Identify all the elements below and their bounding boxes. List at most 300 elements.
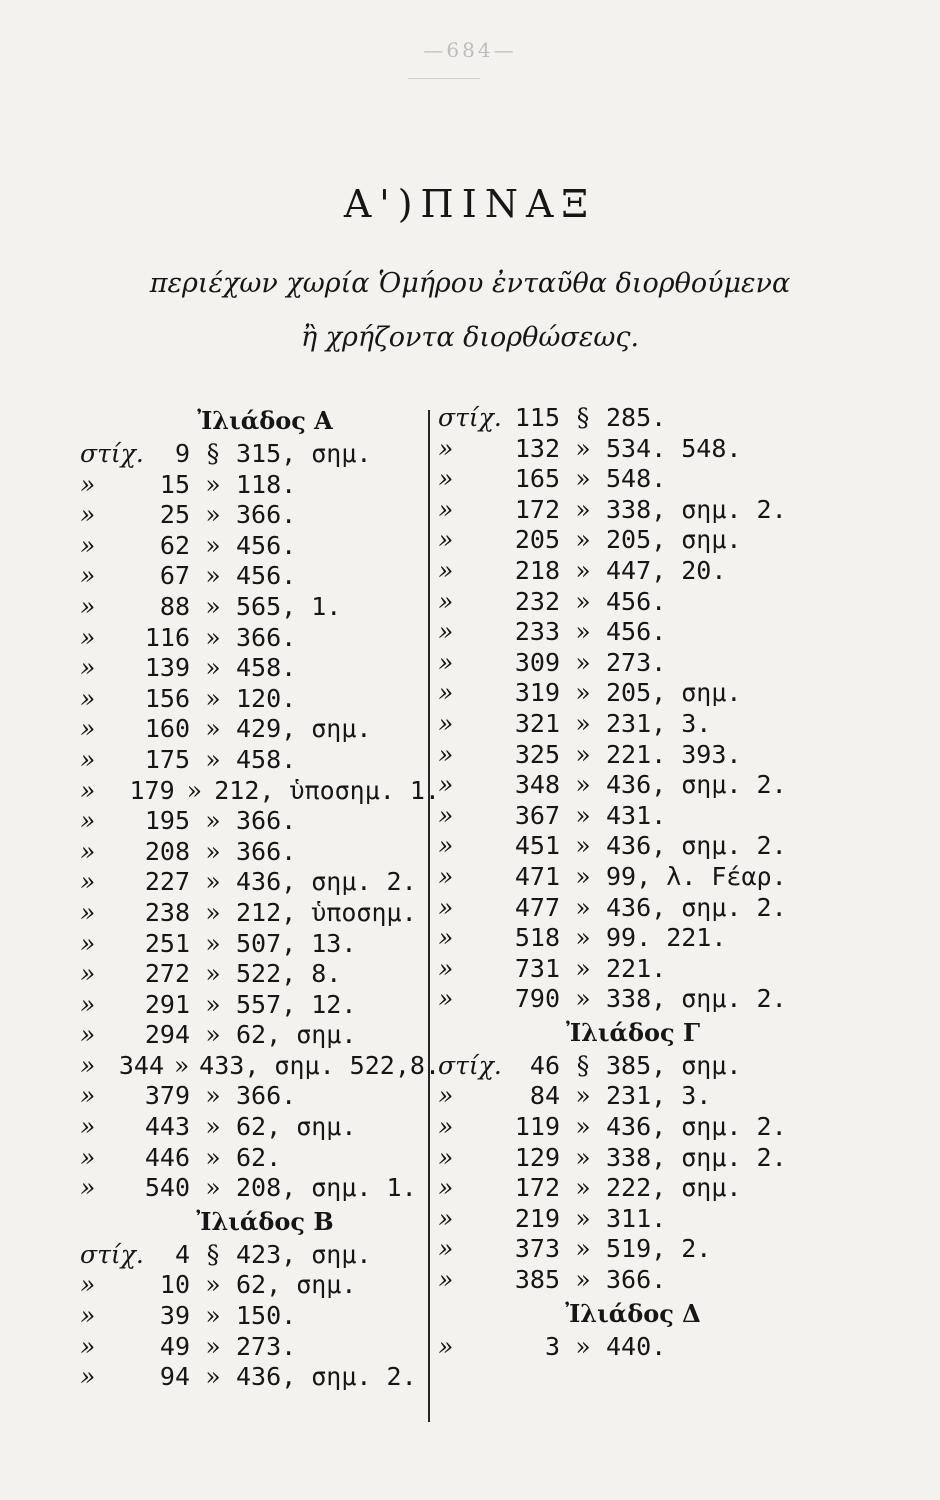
index-entry bbox=[80, 776, 440, 807]
verse-number: 238 bbox=[144, 897, 190, 927]
index-entry bbox=[80, 439, 440, 470]
page-reference: 458. bbox=[236, 744, 297, 774]
section-heading: Ἰλιάδος Γ bbox=[565, 1017, 701, 1047]
verse-number: 321 bbox=[514, 708, 560, 738]
entry-separator: » bbox=[575, 1331, 591, 1361]
page-reference: 62. bbox=[236, 1142, 282, 1172]
entry-separator: » bbox=[205, 1112, 221, 1142]
entry-separator: » bbox=[205, 469, 221, 499]
entry-separator: » bbox=[575, 770, 591, 800]
index-entry bbox=[80, 959, 440, 990]
entry-separator: » bbox=[205, 683, 221, 713]
page-reference: 315, σημ. bbox=[236, 439, 372, 468]
index-entry bbox=[80, 1362, 440, 1393]
page-reference: 366. bbox=[236, 622, 297, 652]
entry-marker: » bbox=[80, 683, 96, 713]
verse-number: 39 bbox=[159, 1301, 190, 1331]
entry-marker: » bbox=[80, 928, 96, 958]
index-entry bbox=[438, 1051, 798, 1082]
entry-separator: » bbox=[575, 1265, 591, 1295]
entry-separator: » bbox=[575, 984, 591, 1014]
index-entry bbox=[438, 709, 798, 740]
page-reference: 118. bbox=[236, 469, 297, 499]
page-reference: 208, σημ. 1. bbox=[236, 1173, 417, 1203]
page-reference: 205, σημ. bbox=[606, 678, 742, 708]
index-entry bbox=[80, 531, 440, 562]
index-subtitle-line-1: περιέχων χωρία Ὁμήρου ἐνταῦθα διορθούμενα bbox=[149, 268, 791, 299]
entry-separator: » bbox=[575, 617, 591, 647]
entry-marker: » bbox=[438, 800, 454, 830]
verse-number: 218 bbox=[514, 555, 560, 585]
entry-marker: » bbox=[80, 989, 96, 1019]
entry-marker: » bbox=[80, 775, 96, 805]
page-reference: 436, σημ. 2. bbox=[606, 1112, 787, 1142]
verse-number: 344 bbox=[118, 1050, 165, 1080]
verse-number: 309 bbox=[514, 647, 560, 677]
entry-separator: » bbox=[575, 464, 591, 494]
entry-marker: » bbox=[438, 1112, 454, 1142]
entry-separator: » bbox=[575, 1112, 591, 1142]
entry-separator: » bbox=[575, 433, 591, 463]
verse-number: 451 bbox=[514, 831, 560, 861]
page-reference: 366. bbox=[236, 806, 297, 836]
page-reference: 433, σημ. 522,8. bbox=[199, 1050, 440, 1080]
entry-separator: » bbox=[205, 561, 221, 591]
entry-marker: » bbox=[438, 494, 454, 524]
entry-marker: » bbox=[80, 591, 96, 621]
page-reference: 273. bbox=[236, 1331, 297, 1361]
entry-separator: » bbox=[575, 1142, 591, 1172]
page-reference: 519, 2. bbox=[606, 1234, 712, 1264]
page-reference: 456. bbox=[606, 586, 667, 616]
entry-marker: » bbox=[438, 892, 454, 922]
entry-separator: » bbox=[205, 1301, 221, 1331]
entry-marker: » bbox=[80, 1270, 96, 1300]
entry-separator: » bbox=[575, 678, 591, 708]
entry-marker: στίχ. bbox=[438, 403, 502, 432]
verse-number: 232 bbox=[514, 586, 560, 616]
verse-number: 25 bbox=[159, 500, 190, 530]
verse-number: 49 bbox=[159, 1331, 190, 1361]
page-reference: 222, σημ. bbox=[606, 1173, 742, 1203]
entry-marker: στίχ. bbox=[80, 439, 144, 468]
entry-marker: » bbox=[80, 744, 96, 774]
entry-marker: στίχ. bbox=[438, 1050, 502, 1080]
page-reference: 436, σημ. 2. bbox=[606, 770, 787, 800]
entry-separator: » bbox=[205, 1362, 221, 1392]
entry-marker: » bbox=[438, 831, 454, 861]
index-entry bbox=[438, 862, 798, 893]
page-reference: 557, 12. bbox=[236, 989, 357, 1019]
entry-separator: » bbox=[575, 861, 591, 891]
entry-separator: » bbox=[205, 1173, 221, 1203]
verse-number: 272 bbox=[144, 959, 190, 989]
index-entry bbox=[80, 1332, 440, 1363]
index-entry bbox=[80, 500, 440, 531]
page-reference: 221. bbox=[606, 953, 667, 983]
page-reference: 212, ὑποσημ. 1. bbox=[214, 775, 440, 805]
entry-marker: » bbox=[80, 622, 96, 652]
entry-separator: » bbox=[205, 928, 221, 958]
page-reference: 436, σημ. 2. bbox=[606, 831, 787, 861]
entry-separator: » bbox=[575, 831, 591, 861]
entry-marker: στίχ. bbox=[80, 1239, 144, 1269]
page-reference: 120. bbox=[236, 683, 297, 713]
verse-number: 731 bbox=[514, 953, 560, 983]
index-entry bbox=[438, 1234, 798, 1265]
entry-marker: » bbox=[438, 647, 454, 677]
page-reference: 456. bbox=[236, 530, 297, 560]
index-entry bbox=[438, 1332, 798, 1363]
entry-marker: » bbox=[438, 923, 454, 953]
verse-number: 443 bbox=[144, 1112, 190, 1142]
verse-number: 15 bbox=[159, 469, 190, 499]
index-entry bbox=[438, 1143, 798, 1174]
entry-marker: » bbox=[80, 1112, 96, 1142]
index-subtitle-line-2: ἢ χρήζοντα διορθώσεως. bbox=[300, 322, 640, 353]
entry-marker: » bbox=[438, 953, 454, 983]
entry-separator: » bbox=[205, 1020, 221, 1050]
index-entry bbox=[80, 745, 440, 776]
entry-separator: » bbox=[575, 953, 591, 983]
entry-separator: » bbox=[205, 989, 221, 1019]
entry-separator: » bbox=[575, 739, 591, 769]
verse-number: 195 bbox=[144, 806, 190, 836]
index-entry bbox=[438, 923, 798, 954]
index-entry bbox=[438, 1173, 798, 1204]
entry-marker: » bbox=[80, 1020, 96, 1050]
entry-marker: » bbox=[438, 770, 454, 800]
index-entry bbox=[80, 1143, 440, 1174]
entry-marker: » bbox=[80, 714, 96, 744]
entry-marker: » bbox=[80, 1301, 96, 1331]
index-entry bbox=[80, 837, 440, 868]
entry-marker: » bbox=[80, 561, 96, 591]
page-reference: 456. bbox=[236, 561, 297, 591]
verse-number: 540 bbox=[144, 1173, 190, 1203]
page-reference: 338, σημ. 2. bbox=[606, 494, 787, 524]
entry-marker: » bbox=[438, 555, 454, 585]
index-entry bbox=[438, 831, 798, 862]
entry-marker: » bbox=[438, 861, 454, 891]
entry-marker: » bbox=[80, 959, 96, 989]
entry-marker: » bbox=[438, 1331, 454, 1361]
verse-number: 119 bbox=[514, 1112, 560, 1142]
entry-separator: » bbox=[205, 867, 221, 897]
entry-marker: » bbox=[438, 739, 454, 769]
verse-number: 477 bbox=[514, 892, 560, 922]
page-reference: 338, σημ. 2. bbox=[606, 984, 787, 1014]
verse-number: 62 bbox=[159, 530, 190, 560]
page-reference: 150. bbox=[236, 1301, 297, 1331]
entry-separator: » bbox=[205, 1331, 221, 1361]
verse-number: 348 bbox=[514, 770, 560, 800]
index-entry bbox=[80, 806, 440, 837]
verse-number: 84 bbox=[529, 1081, 560, 1111]
index-entry bbox=[80, 623, 440, 654]
page-reference: 285. bbox=[606, 403, 667, 432]
verse-number: 227 bbox=[144, 867, 190, 897]
index-entry bbox=[80, 898, 440, 929]
verse-number: 115 bbox=[514, 403, 560, 432]
index-entry bbox=[80, 929, 440, 960]
entry-marker: » bbox=[438, 1234, 454, 1264]
verse-number: 233 bbox=[514, 617, 560, 647]
entry-separator: » bbox=[205, 653, 221, 683]
verse-number: 325 bbox=[514, 739, 560, 769]
verse-number: 379 bbox=[144, 1081, 190, 1111]
entry-marker: » bbox=[80, 1362, 96, 1392]
top-rule bbox=[408, 78, 480, 79]
entry-separator: » bbox=[205, 530, 221, 560]
index-entry bbox=[80, 561, 440, 592]
entry-separator: » bbox=[575, 1173, 591, 1203]
entry-separator: » bbox=[205, 959, 221, 989]
entry-separator: § bbox=[576, 403, 590, 432]
verse-number: 160 bbox=[144, 714, 190, 744]
entry-separator: » bbox=[205, 714, 221, 744]
verse-number: 3 bbox=[544, 1331, 560, 1361]
verse-number: 385 bbox=[514, 1265, 560, 1295]
entry-separator: » bbox=[575, 800, 591, 830]
index-entry bbox=[80, 867, 440, 898]
verse-number: 10 bbox=[159, 1270, 190, 1300]
page-reference: 431. bbox=[606, 800, 667, 830]
index-section bbox=[438, 1296, 798, 1363]
section-heading: Ἰλιάδος Β bbox=[196, 1206, 334, 1236]
index-entry bbox=[438, 1112, 798, 1143]
entry-marker: » bbox=[80, 653, 96, 683]
entry-separator: » bbox=[205, 622, 221, 652]
index-section bbox=[438, 403, 798, 1015]
entry-separator: » bbox=[575, 708, 591, 738]
page-reference: 507, 13. bbox=[236, 928, 357, 958]
page-reference: 62, σημ. bbox=[236, 1112, 357, 1142]
page-reference: 338, σημ. 2. bbox=[606, 1142, 787, 1172]
index-entry bbox=[438, 495, 798, 526]
page-reference: 99. 221. bbox=[606, 923, 727, 953]
entry-marker: » bbox=[80, 1331, 96, 1361]
entry-marker: » bbox=[80, 469, 96, 499]
entry-marker: » bbox=[438, 617, 454, 647]
entry-separator: » bbox=[205, 806, 221, 836]
index-entry bbox=[80, 1081, 440, 1112]
left-column bbox=[80, 403, 440, 1393]
entry-separator: » bbox=[575, 647, 591, 677]
verse-number: 251 bbox=[144, 928, 190, 958]
page-reference: 548. bbox=[606, 464, 667, 494]
entry-marker: » bbox=[438, 1203, 454, 1233]
index-entry bbox=[438, 984, 798, 1015]
page-reference: 429, σημ. bbox=[236, 714, 372, 744]
entry-marker: » bbox=[80, 1081, 96, 1111]
verse-number: 367 bbox=[514, 800, 560, 830]
entry-separator: § bbox=[206, 439, 220, 468]
page-reference: 440. bbox=[606, 1331, 667, 1361]
verse-number: 94 bbox=[159, 1362, 190, 1392]
verse-number: 129 bbox=[514, 1142, 560, 1172]
entry-separator: » bbox=[575, 892, 591, 922]
verse-number: 319 bbox=[514, 678, 560, 708]
index-entry bbox=[438, 648, 798, 679]
entry-marker: » bbox=[438, 984, 454, 1014]
section-heading: Ἰλιάδος Δ bbox=[565, 1298, 701, 1328]
entry-separator: » bbox=[575, 1081, 591, 1111]
page-reference: 436, σημ. 2. bbox=[606, 892, 787, 922]
entry-separator: » bbox=[205, 500, 221, 530]
verse-number: 518 bbox=[514, 923, 560, 953]
page-reference: 311. bbox=[606, 1203, 667, 1233]
index-entry bbox=[438, 801, 798, 832]
page-reference: 366. bbox=[606, 1265, 667, 1295]
verse-number: 172 bbox=[514, 494, 560, 524]
verse-number: 294 bbox=[144, 1020, 190, 1050]
page-reference: 366. bbox=[236, 836, 297, 866]
index-entry bbox=[438, 1081, 798, 1112]
index-entry bbox=[80, 1270, 440, 1301]
index-entry bbox=[438, 587, 798, 618]
verse-number: 175 bbox=[144, 744, 190, 774]
entry-marker: » bbox=[80, 1142, 96, 1172]
index-entry bbox=[438, 403, 798, 434]
verse-number: 67 bbox=[159, 561, 190, 591]
entry-marker: » bbox=[438, 708, 454, 738]
entry-marker: » bbox=[438, 525, 454, 555]
page-reference: 447, 20. bbox=[606, 555, 727, 585]
verse-number: 179 bbox=[129, 775, 175, 805]
page-reference: 423, σημ. bbox=[236, 1239, 372, 1269]
verse-number: 172 bbox=[514, 1173, 560, 1203]
verse-number: 46 bbox=[529, 1050, 560, 1080]
index-title: Α')ΠΙΝΑΞ bbox=[343, 182, 597, 226]
index-entry bbox=[80, 990, 440, 1021]
index-entry bbox=[80, 684, 440, 715]
section-heading: Ἰλιάδος Α bbox=[197, 406, 333, 435]
verse-number: 9 bbox=[174, 439, 190, 468]
verse-number: 205 bbox=[514, 525, 560, 555]
page-reference: 231, 3. bbox=[606, 1081, 712, 1111]
entry-marker: » bbox=[438, 1173, 454, 1203]
page-reference: 366. bbox=[236, 1081, 297, 1111]
entry-separator: § bbox=[576, 1050, 590, 1080]
entry-separator: » bbox=[575, 555, 591, 585]
entry-separator: » bbox=[205, 744, 221, 774]
entry-separator: » bbox=[575, 586, 591, 616]
right-column bbox=[438, 403, 798, 1362]
verse-number: 116 bbox=[144, 622, 190, 652]
page-reference: 221. 393. bbox=[606, 739, 742, 769]
index-entry bbox=[438, 1265, 798, 1296]
verse-number: 446 bbox=[144, 1142, 190, 1172]
entry-separator: » bbox=[575, 525, 591, 555]
index-section bbox=[438, 1015, 798, 1296]
verse-number: 373 bbox=[514, 1234, 560, 1264]
page-reference: 458. bbox=[236, 653, 297, 683]
index-entry bbox=[438, 525, 798, 556]
page-reference: 62, σημ. bbox=[236, 1270, 357, 1300]
page-reference: 385, σημ. bbox=[606, 1050, 742, 1080]
entry-marker: » bbox=[438, 464, 454, 494]
index-entry bbox=[438, 678, 798, 709]
page-reference: 436, σημ. 2. bbox=[236, 1362, 417, 1392]
index-entry bbox=[438, 464, 798, 495]
page-reference: 522, 8. bbox=[236, 959, 342, 989]
entry-marker: » bbox=[438, 1265, 454, 1295]
entry-separator: » bbox=[205, 836, 221, 866]
page-reference: 205, σημ. bbox=[606, 525, 742, 555]
index-entry bbox=[438, 434, 798, 465]
index-entry bbox=[80, 1173, 440, 1204]
entry-separator: » bbox=[205, 1270, 221, 1300]
entry-separator: § bbox=[206, 1239, 220, 1269]
entry-separator: » bbox=[575, 1234, 591, 1264]
index-entry bbox=[80, 1051, 440, 1082]
page-reference: 366. bbox=[236, 500, 297, 530]
page-reference: 231, 3. bbox=[606, 708, 712, 738]
entry-marker: » bbox=[80, 897, 96, 927]
page-reference: 273. bbox=[606, 647, 667, 677]
verse-number: 88 bbox=[159, 591, 190, 621]
entry-separator: » bbox=[575, 923, 591, 953]
verse-number: 4 bbox=[174, 1239, 190, 1269]
index-section bbox=[80, 403, 440, 1204]
entry-marker: » bbox=[438, 433, 454, 463]
entry-separator: » bbox=[186, 775, 203, 805]
verse-number: 790 bbox=[514, 984, 560, 1014]
entry-marker: » bbox=[80, 500, 96, 530]
verse-number: 156 bbox=[144, 683, 190, 713]
index-entry bbox=[80, 1020, 440, 1051]
index-entry bbox=[80, 1301, 440, 1332]
page-reference: 436, σημ. 2. bbox=[236, 867, 417, 897]
index-entry bbox=[80, 470, 440, 501]
verse-number: 165 bbox=[514, 464, 560, 494]
index-entry bbox=[438, 556, 798, 587]
index-entry bbox=[438, 770, 798, 801]
entry-marker: » bbox=[80, 1173, 96, 1203]
index-entry bbox=[80, 714, 440, 745]
index-entry bbox=[80, 1112, 440, 1143]
entry-separator: » bbox=[205, 897, 221, 927]
entry-marker: » bbox=[438, 678, 454, 708]
index-entry bbox=[438, 893, 798, 924]
verse-number: 219 bbox=[514, 1203, 560, 1233]
verse-number: 132 bbox=[514, 433, 560, 463]
index-section bbox=[80, 1204, 440, 1393]
index-entry bbox=[80, 1240, 440, 1271]
entry-separator: » bbox=[575, 494, 591, 524]
entry-separator: » bbox=[173, 1050, 190, 1080]
page-number: —684— bbox=[423, 38, 517, 62]
page-reference: 534. 548. bbox=[606, 433, 742, 463]
verse-number: 291 bbox=[144, 989, 190, 1019]
page-reference: 99, λ. Fέαρ. bbox=[606, 861, 787, 891]
page-reference: 456. bbox=[606, 617, 667, 647]
index-entry bbox=[438, 1204, 798, 1235]
page-reference: 565, 1. bbox=[236, 591, 342, 621]
entry-marker: » bbox=[80, 867, 96, 897]
entry-marker: » bbox=[438, 586, 454, 616]
entry-separator: » bbox=[575, 1203, 591, 1233]
entry-separator: » bbox=[205, 591, 221, 621]
verse-number: 139 bbox=[144, 653, 190, 683]
index-entry bbox=[80, 592, 440, 623]
entry-marker: » bbox=[80, 806, 96, 836]
entry-marker: » bbox=[80, 530, 96, 560]
entry-marker: » bbox=[80, 836, 96, 866]
verse-number: 208 bbox=[144, 836, 190, 866]
index-entry bbox=[438, 617, 798, 648]
